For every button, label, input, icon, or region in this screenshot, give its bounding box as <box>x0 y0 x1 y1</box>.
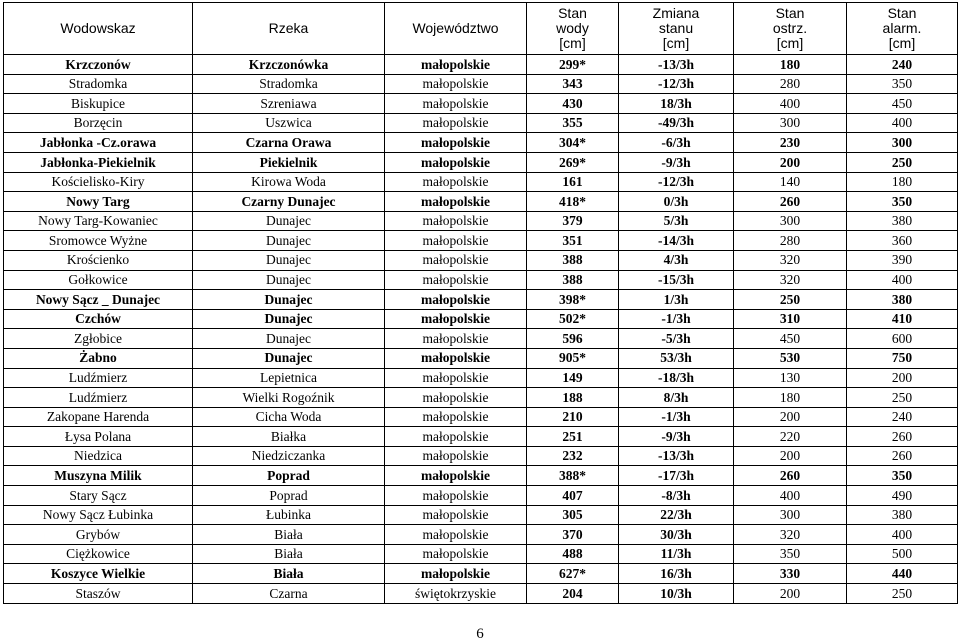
cell-water-level: 430 <box>527 94 619 114</box>
cell-voivodeship: małopolskie <box>385 250 527 270</box>
table-row <box>4 505 958 525</box>
cell-alarm-level: 250 <box>847 584 958 604</box>
cell-warning-level: 200 <box>734 584 847 604</box>
column-header-line: Zmiana <box>652 5 700 21</box>
cell-level-change: 8/3h <box>619 388 734 408</box>
table-row <box>4 250 958 270</box>
cell-alarm-level: 400 <box>847 113 958 133</box>
cell-level-change: 1/3h <box>619 290 734 310</box>
cell-warning-level: 320 <box>734 525 847 545</box>
header-row <box>4 3 958 55</box>
cell-alarm-level: 400 <box>847 525 958 545</box>
cell-alarm-level: 240 <box>847 407 958 427</box>
cell-level-change: 16/3h <box>619 564 734 584</box>
column-header-line: Stan <box>887 5 917 21</box>
cell-level-change: 53/3h <box>619 348 734 368</box>
cell-level-change: -8/3h <box>619 486 734 506</box>
cell-river: Łubinka <box>193 505 385 525</box>
cell-alarm-level: 600 <box>847 329 958 349</box>
cell-warning-level: 300 <box>734 113 847 133</box>
cell-warning-level: 250 <box>734 290 847 310</box>
cell-voivodeship: małopolskie <box>385 133 527 153</box>
cell-gauge: Ciężkowice <box>4 544 193 564</box>
cell-voivodeship: świętokrzyskie <box>385 584 527 604</box>
cell-level-change: -12/3h <box>619 74 734 94</box>
table-row <box>4 446 958 466</box>
table-header <box>4 3 958 55</box>
cell-water-level: 304* <box>527 133 619 153</box>
cell-warning-level: 260 <box>734 466 847 486</box>
cell-water-level: 149 <box>527 368 619 388</box>
cell-warning-level: 280 <box>734 74 847 94</box>
column-header-line: alarm. <box>882 20 922 36</box>
cell-voivodeship: małopolskie <box>385 172 527 192</box>
cell-river: Szreniawa <box>193 94 385 114</box>
cell-warning-level: 530 <box>734 348 847 368</box>
cell-warning-level: 260 <box>734 192 847 212</box>
table-row <box>4 55 958 75</box>
cell-level-change: -13/3h <box>619 446 734 466</box>
cell-river: Biała <box>193 544 385 564</box>
cell-water-level: 161 <box>527 172 619 192</box>
cell-gauge: Jabłonka -Cz.orawa <box>4 133 193 153</box>
cell-river: Stradomka <box>193 74 385 94</box>
table-row <box>4 584 958 604</box>
cell-gauge: Czchów <box>4 309 193 329</box>
cell-level-change: -1/3h <box>619 309 734 329</box>
cell-alarm-level: 200 <box>847 368 958 388</box>
cell-voivodeship: małopolskie <box>385 427 527 447</box>
cell-gauge: Ludźmierz <box>4 388 193 408</box>
cell-level-change: 0/3h <box>619 192 734 212</box>
table-row <box>4 290 958 310</box>
cell-water-level: 355 <box>527 113 619 133</box>
cell-gauge: Koszyce Wielkie <box>4 564 193 584</box>
cell-voivodeship: małopolskie <box>385 564 527 584</box>
cell-river: Wielki Rogoźnik <box>193 388 385 408</box>
column-header-line: [cm] <box>662 35 690 51</box>
cell-river: Biała <box>193 525 385 545</box>
cell-river: Dunajec <box>193 309 385 329</box>
cell-level-change: -9/3h <box>619 427 734 447</box>
cell-river: Kirowa Woda <box>193 172 385 192</box>
cell-warning-level: 300 <box>734 505 847 525</box>
cell-level-change: 5/3h <box>619 211 734 231</box>
cell-warning-level: 200 <box>734 152 847 172</box>
cell-alarm-level: 450 <box>847 94 958 114</box>
cell-water-level: 299* <box>527 55 619 75</box>
cell-level-change: -49/3h <box>619 113 734 133</box>
table-row <box>4 152 958 172</box>
cell-water-level: 905* <box>527 348 619 368</box>
cell-voivodeship: małopolskie <box>385 290 527 310</box>
cell-warning-level: 450 <box>734 329 847 349</box>
cell-voivodeship: małopolskie <box>385 544 527 564</box>
cell-water-level: 398* <box>527 290 619 310</box>
cell-voivodeship: małopolskie <box>385 525 527 545</box>
cell-warning-level: 200 <box>734 407 847 427</box>
table-row <box>4 231 958 251</box>
cell-voivodeship: małopolskie <box>385 309 527 329</box>
cell-gauge: Nowy Sącz _ Dunajec <box>4 290 193 310</box>
cell-voivodeship: małopolskie <box>385 211 527 231</box>
cell-warning-level: 400 <box>734 94 847 114</box>
cell-warning-level: 400 <box>734 486 847 506</box>
cell-warning-level: 310 <box>734 309 847 329</box>
column-header-line: wody <box>556 20 589 36</box>
cell-warning-level: 180 <box>734 55 847 75</box>
cell-level-change: -13/3h <box>619 55 734 75</box>
cell-level-change: -9/3h <box>619 152 734 172</box>
table-row <box>4 564 958 584</box>
cell-river: Dunajec <box>193 329 385 349</box>
cell-voivodeship: małopolskie <box>385 329 527 349</box>
cell-river: Czarny Dunajec <box>193 192 385 212</box>
cell-voivodeship: małopolskie <box>385 55 527 75</box>
cell-gauge: Niedzica <box>4 446 193 466</box>
cell-alarm-level: 350 <box>847 466 958 486</box>
cell-alarm-level: 410 <box>847 309 958 329</box>
column-header-line: [cm] <box>888 35 916 51</box>
column-header-line: [cm] <box>776 35 804 51</box>
cell-voivodeship: małopolskie <box>385 152 527 172</box>
cell-water-level: 502* <box>527 309 619 329</box>
cell-warning-level: 300 <box>734 211 847 231</box>
cell-river: Poprad <box>193 486 385 506</box>
cell-gauge: Nowy Targ-Kowaniec <box>4 211 193 231</box>
cell-river: Cicha Woda <box>193 407 385 427</box>
table-row <box>4 544 958 564</box>
cell-alarm-level: 300 <box>847 133 958 153</box>
cell-river: Uszwica <box>193 113 385 133</box>
cell-water-level: 343 <box>527 74 619 94</box>
cell-water-level: 418* <box>527 192 619 212</box>
cell-voivodeship: małopolskie <box>385 368 527 388</box>
cell-water-level: 388* <box>527 466 619 486</box>
cell-alarm-level: 350 <box>847 74 958 94</box>
cell-warning-level: 230 <box>734 133 847 153</box>
cell-voivodeship: małopolskie <box>385 466 527 486</box>
cell-warning-level: 330 <box>734 564 847 584</box>
cell-water-level: 370 <box>527 525 619 545</box>
cell-warning-level: 350 <box>734 544 847 564</box>
column-header-line: [cm] <box>559 35 586 51</box>
table-row <box>4 94 958 114</box>
cell-gauge: Grybów <box>4 525 193 545</box>
table-row <box>4 486 958 506</box>
cell-water-level: 210 <box>527 407 619 427</box>
cell-alarm-level: 390 <box>847 250 958 270</box>
table-row <box>4 329 958 349</box>
cell-river: Poprad <box>193 466 385 486</box>
cell-alarm-level: 260 <box>847 427 958 447</box>
cell-gauge: Borzęcin <box>4 113 193 133</box>
cell-voivodeship: małopolskie <box>385 94 527 114</box>
column-header-line: Rzeka <box>268 20 309 36</box>
cell-river: Piekielnik <box>193 152 385 172</box>
column-header-stan-alarm <box>847 3 958 55</box>
cell-water-level: 407 <box>527 486 619 506</box>
cell-river: Dunajec <box>193 270 385 290</box>
table-row <box>4 427 958 447</box>
cell-voivodeship: małopolskie <box>385 388 527 408</box>
cell-water-level: 305 <box>527 505 619 525</box>
table-row <box>4 270 958 290</box>
table-row <box>4 466 958 486</box>
cell-level-change: 11/3h <box>619 544 734 564</box>
cell-level-change: 4/3h <box>619 250 734 270</box>
cell-water-level: 232 <box>527 446 619 466</box>
column-header-line: Wodowskaz <box>60 20 136 36</box>
cell-river: Niedziczanka <box>193 446 385 466</box>
cell-gauge: Żabno <box>4 348 193 368</box>
cell-river: Dunajec <box>193 231 385 251</box>
cell-gauge: Ludźmierz <box>4 368 193 388</box>
cell-alarm-level: 350 <box>847 192 958 212</box>
cell-water-level: 488 <box>527 544 619 564</box>
table-row <box>4 172 958 192</box>
cell-gauge: Krościenko <box>4 250 193 270</box>
cell-gauge: Kościelisko-Kiry <box>4 172 193 192</box>
cell-alarm-level: 360 <box>847 231 958 251</box>
table-row <box>4 407 958 427</box>
cell-alarm-level: 250 <box>847 388 958 408</box>
cell-voivodeship: małopolskie <box>385 74 527 94</box>
cell-warning-level: 320 <box>734 270 847 290</box>
cell-water-level: 204 <box>527 584 619 604</box>
cell-gauge: Nowy Sącz Łubinka <box>4 505 193 525</box>
column-header-wodowskaz <box>4 3 193 55</box>
water-level-table <box>3 2 958 604</box>
table-body <box>4 55 958 604</box>
cell-level-change: -6/3h <box>619 133 734 153</box>
cell-water-level: 379 <box>527 211 619 231</box>
page-number: 6 <box>476 626 484 642</box>
column-header-line: Województwo <box>412 20 499 36</box>
cell-water-level: 188 <box>527 388 619 408</box>
column-header-zmiana-stanu <box>619 3 734 55</box>
cell-alarm-level: 750 <box>847 348 958 368</box>
cell-river: Lepietnica <box>193 368 385 388</box>
cell-alarm-level: 380 <box>847 211 958 231</box>
cell-river: Dunajec <box>193 211 385 231</box>
cell-river: Białka <box>193 427 385 447</box>
cell-level-change: -5/3h <box>619 329 734 349</box>
cell-level-change: 30/3h <box>619 525 734 545</box>
cell-level-change: 10/3h <box>619 584 734 604</box>
cell-warning-level: 140 <box>734 172 847 192</box>
cell-warning-level: 130 <box>734 368 847 388</box>
cell-voivodeship: małopolskie <box>385 113 527 133</box>
cell-warning-level: 200 <box>734 446 847 466</box>
cell-voivodeship: małopolskie <box>385 192 527 212</box>
column-header-line: Stan <box>558 5 587 21</box>
column-header-stan-ostrz <box>734 3 847 55</box>
cell-voivodeship: małopolskie <box>385 231 527 251</box>
column-header-rzeka <box>193 3 385 55</box>
cell-gauge: Stary Sącz <box>4 486 193 506</box>
column-header-wojewodztwo <box>385 3 527 55</box>
cell-level-change: -17/3h <box>619 466 734 486</box>
cell-alarm-level: 400 <box>847 270 958 290</box>
cell-alarm-level: 180 <box>847 172 958 192</box>
cell-gauge: Nowy Targ <box>4 192 193 212</box>
cell-river: Czarna Orawa <box>193 133 385 153</box>
table-row <box>4 348 958 368</box>
cell-river: Dunajec <box>193 348 385 368</box>
cell-voivodeship: małopolskie <box>385 505 527 525</box>
cell-level-change: -12/3h <box>619 172 734 192</box>
cell-river: Czarna <box>193 584 385 604</box>
cell-river: Krzczonówka <box>193 55 385 75</box>
table-row <box>4 388 958 408</box>
cell-gauge: Zgłobice <box>4 329 193 349</box>
cell-gauge: Jabłonka-Piekielnik <box>4 152 193 172</box>
table-row <box>4 133 958 153</box>
cell-voivodeship: małopolskie <box>385 348 527 368</box>
cell-alarm-level: 240 <box>847 55 958 75</box>
table-row <box>4 113 958 133</box>
cell-river: Dunajec <box>193 250 385 270</box>
column-header-stan-wody <box>527 3 619 55</box>
cell-level-change: -1/3h <box>619 407 734 427</box>
cell-river: Dunajec <box>193 290 385 310</box>
cell-gauge: Sromowce Wyżne <box>4 231 193 251</box>
cell-water-level: 596 <box>527 329 619 349</box>
cell-warning-level: 180 <box>734 388 847 408</box>
cell-alarm-level: 490 <box>847 486 958 506</box>
cell-gauge: Zakopane Harenda <box>4 407 193 427</box>
cell-water-level: 351 <box>527 231 619 251</box>
cell-warning-level: 280 <box>734 231 847 251</box>
table-row <box>4 74 958 94</box>
cell-level-change: 18/3h <box>619 94 734 114</box>
cell-water-level: 388 <box>527 250 619 270</box>
cell-warning-level: 320 <box>734 250 847 270</box>
cell-water-level: 388 <box>527 270 619 290</box>
cell-voivodeship: małopolskie <box>385 446 527 466</box>
cell-warning-level: 220 <box>734 427 847 447</box>
cell-gauge: Krzczonów <box>4 55 193 75</box>
cell-voivodeship: małopolskie <box>385 407 527 427</box>
cell-level-change: 22/3h <box>619 505 734 525</box>
cell-gauge: Muszyna Milik <box>4 466 193 486</box>
cell-gauge: Łysa Polana <box>4 427 193 447</box>
cell-gauge: Staszów <box>4 584 193 604</box>
table-row <box>4 525 958 545</box>
cell-gauge: Gołkowice <box>4 270 193 290</box>
cell-alarm-level: 500 <box>847 544 958 564</box>
cell-water-level: 627* <box>527 564 619 584</box>
cell-level-change: -18/3h <box>619 368 734 388</box>
cell-alarm-level: 440 <box>847 564 958 584</box>
cell-alarm-level: 380 <box>847 290 958 310</box>
cell-level-change: -14/3h <box>619 231 734 251</box>
cell-level-change: -15/3h <box>619 270 734 290</box>
cell-gauge: Stradomka <box>4 74 193 94</box>
cell-alarm-level: 260 <box>847 446 958 466</box>
cell-alarm-level: 250 <box>847 152 958 172</box>
table-row <box>4 211 958 231</box>
table-row <box>4 368 958 388</box>
column-header-line: stanu <box>658 20 694 36</box>
cell-river: Biała <box>193 564 385 584</box>
table-row <box>4 309 958 329</box>
table-row <box>4 192 958 212</box>
column-header-line: Stan <box>775 5 805 21</box>
cell-gauge: Biskupice <box>4 94 193 114</box>
cell-voivodeship: małopolskie <box>385 486 527 506</box>
cell-water-level: 269* <box>527 152 619 172</box>
cell-water-level: 251 <box>527 427 619 447</box>
cell-alarm-level: 380 <box>847 505 958 525</box>
column-header-line: ostrz. <box>772 20 808 36</box>
cell-voivodeship: małopolskie <box>385 270 527 290</box>
